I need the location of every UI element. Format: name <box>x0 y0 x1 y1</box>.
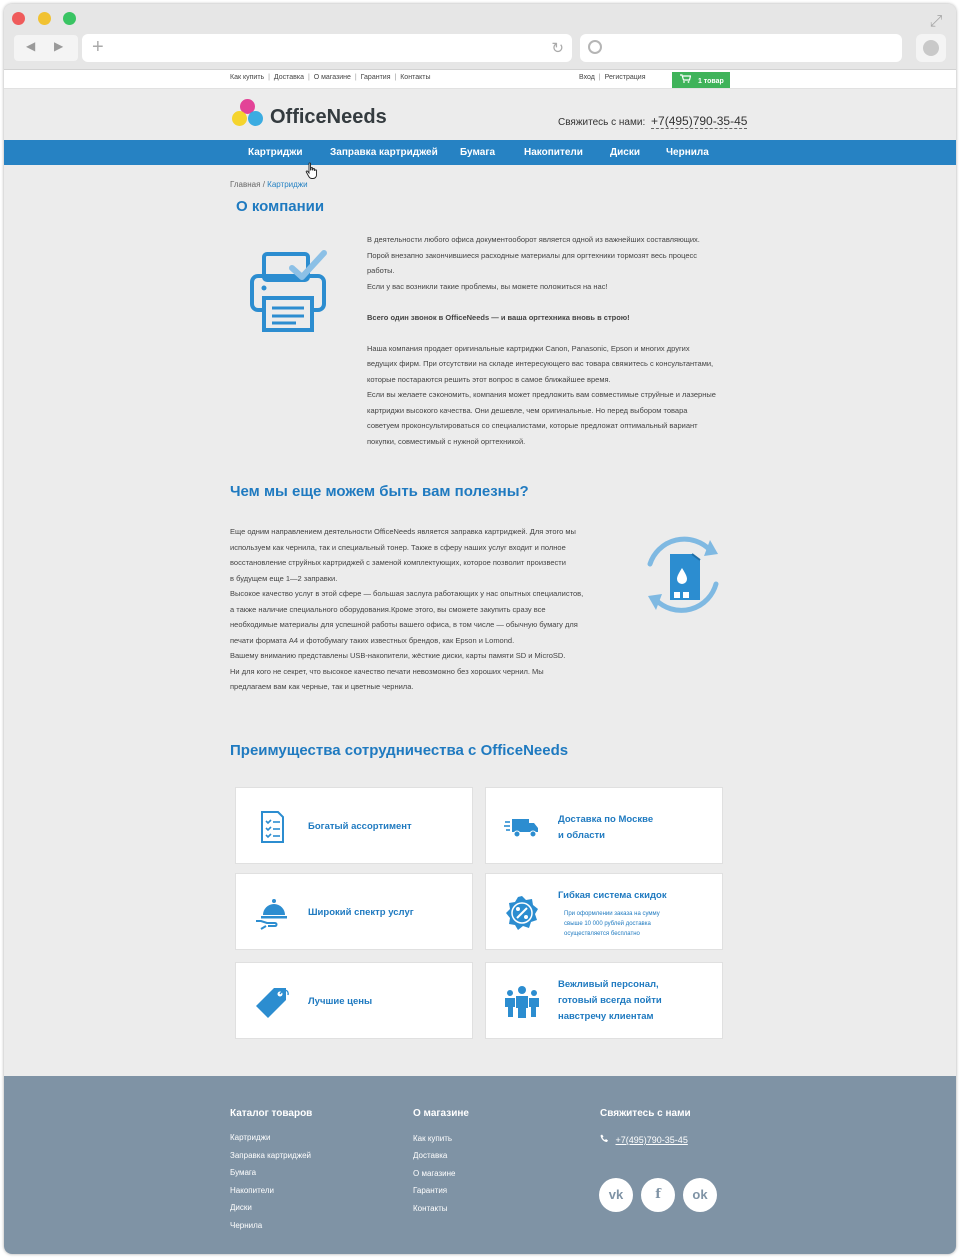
forward-arrow-icon[interactable]: ▶ <box>54 39 64 53</box>
search-icon <box>588 40 602 54</box>
site-logo[interactable] <box>228 97 398 133</box>
header-contact <box>558 114 747 128</box>
services-line: в будущем еще 1—2 заправки. <box>230 573 338 583</box>
top-link-separator: | <box>268 74 270 81</box>
browser-chrome <box>4 4 956 70</box>
advantage-card <box>235 873 473 950</box>
footer-catalog-link[interactable]: Диски <box>230 1203 252 1212</box>
service-cloche-icon <box>254 895 290 931</box>
logo-cyan-circle <box>248 111 263 126</box>
services-line: восстановление струйных картриджей с заменой комплектующих, которое позволит произвести <box>230 558 566 567</box>
footer-catalog-link[interactable]: Бумага <box>230 1168 257 1177</box>
services-line: Еще одним направлением деятельности OfficeNeeds является заправка картриджей. Для этого мы <box>230 527 576 536</box>
advantage-title: Широкий спектр услуг <box>308 907 414 918</box>
advantage-title: Лучшие цены <box>308 996 373 1007</box>
top-link-delivery[interactable]: Доставка <box>273 74 304 81</box>
top-bar <box>4 70 956 89</box>
minimize-window-button[interactable] <box>38 12 51 25</box>
about-paragraph: Наша компания продает оригинальные картриджи Canon, Panasonic, Epson и многих других <box>367 343 690 353</box>
profile-button[interactable] <box>916 34 946 62</box>
about-text <box>367 232 747 449</box>
facebook-icon[interactable]: f <box>641 1178 675 1212</box>
cart-count-label: 1 товар <box>697 78 724 85</box>
advantages-title: Преимущества сотрудничества с OfficeNeeds <box>230 742 569 759</box>
footer-phone-link[interactable]: +7(495)790-35-45 <box>615 1135 688 1145</box>
footer-shop-link[interactable]: Гарантия <box>413 1186 448 1195</box>
top-link-contacts[interactable]: Контакты <box>400 74 431 81</box>
site-footer <box>4 1076 956 1254</box>
about-paragraph: Порой внезапно закончившиеся расходные материалы для оргтехники тормозят весь процесс <box>367 250 698 260</box>
advantage-card <box>235 787 473 864</box>
services-line: Вашему вниманию представлены USB-накопители, жёсткие диски, карты памяти SD и MicroSD. <box>230 651 566 660</box>
cartridge-refill-icon <box>632 534 734 616</box>
services-title: Чем мы еще можем быть вам полезны? <box>230 483 529 500</box>
advantage-title: Богатый ассортимент <box>308 821 412 832</box>
top-links <box>230 74 430 81</box>
odnoklassniki-icon[interactable]: ok <box>683 1178 717 1212</box>
about-paragraph: ведущих фирм. При отсутствии на складе интересующего вас товара свяжитесь с консультантами, <box>367 359 714 368</box>
services-line: Ни для кого не секрет, что высокое качество печати невозможно без хороших чернил. Мы <box>230 666 544 676</box>
contact-label: Свяжитесь с нами: <box>558 117 646 128</box>
close-window-button[interactable] <box>12 12 25 25</box>
nav-item-storage[interactable]: Накопители <box>524 147 583 158</box>
delivery-truck-icon <box>504 809 540 845</box>
about-paragraph: советуем проконсультироваться со специалистами, которые предложат оптимальный вариант <box>367 421 698 430</box>
top-link-about[interactable]: О магазине <box>313 74 351 81</box>
footer-shop-link[interactable]: Как купить <box>413 1134 453 1143</box>
phone-icon <box>600 1135 612 1145</box>
services-line: необходимые материалы для успешной работы вашего офиса, в том числе — обычную бумагу для <box>230 620 578 629</box>
advantage-note: свыше 10 000 рублей доставка <box>564 921 651 927</box>
logo-yellow-circle <box>232 111 247 126</box>
advantage-title: Гибкая система скидок <box>558 890 667 901</box>
advantage-title: Вежливый персонал, <box>558 979 659 990</box>
services-line: предлагаем вам как черные, так и цветные чернила. <box>230 682 414 691</box>
main-nav <box>4 140 956 165</box>
services-text <box>230 524 610 695</box>
footer-shop-link[interactable]: Контакты <box>413 1204 448 1213</box>
team-icon <box>504 984 540 1020</box>
fullscreen-icon[interactable]: ⤢ <box>929 13 943 30</box>
auth-links <box>579 74 646 81</box>
about-paragraph: Если вы желаете сэкономить, компания может предложить вам совместимые струйные и лазерные <box>367 390 716 399</box>
nav-item-disks[interactable]: Диски <box>610 147 640 158</box>
services-line: а также наличие специального оборудования.Кроме этого, вы сможете закупить сразу все <box>230 604 546 614</box>
page-title: О компании <box>236 198 325 215</box>
checklist-icon <box>254 809 290 845</box>
services-line: Высокое качество услуг в этой сфере — большая заслуга работающих у нас опытных специалистов, <box>230 589 584 598</box>
advantage-note: При оформлении заказа на сумму <box>564 911 660 917</box>
cart-button[interactable] <box>672 72 730 88</box>
footer-catalog-title: Каталог товаров <box>230 1108 313 1119</box>
advantage-card <box>485 787 723 864</box>
footer-catalog-link[interactable]: Накопители <box>230 1186 274 1195</box>
discount-badge-icon <box>504 895 540 931</box>
top-link-separator: | <box>307 74 310 81</box>
advantage-card <box>485 873 723 950</box>
address-bar[interactable] <box>82 34 572 62</box>
footer-shop-link[interactable]: Доставка <box>413 1151 448 1160</box>
back-arrow-icon[interactable]: ◀ <box>26 39 36 53</box>
services-line: используем как чернила, так и специальный тонер. Также в сферу наших услуг входит и полное <box>230 542 566 552</box>
about-paragraph: покупки, совместимый с нужной оргтехникой. <box>367 436 526 446</box>
nav-item-cartridges[interactable]: Картриджи <box>248 147 303 158</box>
about-paragraph: работы. <box>367 266 395 275</box>
breadcrumb-home[interactable]: Главная <box>230 180 261 189</box>
advantage-title: и области <box>558 830 606 841</box>
services-line: печати формата А4 и фотобумагу таких известных брендов, как Epson и Lomond. <box>230 635 515 645</box>
about-paragraph: которые постараются решить этот вопрос в самое ближайшее время. <box>367 374 611 384</box>
vk-icon[interactable]: vk <box>599 1178 633 1212</box>
cart-icon <box>680 72 691 88</box>
footer-catalog-link[interactable]: Заправка картриджей <box>230 1151 312 1160</box>
breadcrumb <box>230 180 308 189</box>
register-link[interactable]: Регистрация <box>604 74 646 81</box>
browser-window <box>4 4 956 1254</box>
history-buttons <box>14 35 78 61</box>
advantage-card <box>485 962 723 1039</box>
login-link[interactable]: Вход <box>579 74 595 81</box>
zoom-window-button[interactable] <box>63 12 76 25</box>
footer-contact-title: Свяжитесь с нами <box>600 1108 691 1119</box>
footer-catalog-link[interactable]: Картриджи <box>230 1133 271 1142</box>
nav-item-refill[interactable]: Заправка картриджей <box>330 147 438 158</box>
nav-item-paper[interactable]: Бумага <box>460 147 496 158</box>
footer-phone <box>600 1134 688 1145</box>
nav-item-ink[interactable]: Чернила <box>666 147 709 158</box>
advantage-title: готовый всегда пойти <box>558 995 662 1006</box>
price-tag-icon <box>254 984 290 1020</box>
browser-search-input[interactable] <box>580 34 902 62</box>
logo-text: OfficeNeeds <box>270 106 387 128</box>
footer-shop-title: О магазине <box>413 1108 469 1119</box>
about-paragraph: Если у вас возникли такие проблемы, вы можете положиться на нас! <box>367 281 608 291</box>
profile-icon <box>923 40 939 56</box>
about-highlight: Всего один звонок в OfficeNeeds — и ваша оргтехника вновь в строю! <box>367 312 630 322</box>
advantage-title: навстречу клиентам <box>558 1011 654 1022</box>
printer-icon <box>246 246 332 336</box>
breadcrumb-separator: / <box>262 180 265 189</box>
footer-catalog-link[interactable]: Чернила <box>230 1221 263 1230</box>
about-paragraph: В деятельности любого офиса документооборот является одной из важнейших составляющих. <box>367 235 700 244</box>
top-link-how-to-buy[interactable]: Как купить <box>230 74 265 81</box>
header-phone-link[interactable]: +7(495)790-35-45 <box>651 114 748 128</box>
advantage-note: осуществляется бесплатно <box>564 931 640 937</box>
top-link-warranty[interactable]: Гарантия <box>360 74 391 81</box>
new-tab-icon[interactable]: + <box>92 36 104 58</box>
top-link-separator: | <box>394 74 397 81</box>
top-link-separator: | <box>354 74 357 81</box>
advantage-card <box>235 962 473 1039</box>
reload-icon[interactable]: ↻ <box>551 40 564 57</box>
about-paragraph: картриджи высокого качества. Они дешевле, чем оригинальные. Но перед выбором товара <box>367 405 688 415</box>
website <box>4 70 956 1254</box>
breadcrumb-current[interactable]: Картриджи <box>267 180 308 189</box>
auth-separator: | <box>598 74 601 81</box>
advantage-title: Доставка по Москве <box>558 814 654 825</box>
footer-shop-link[interactable]: О магазине <box>413 1169 456 1178</box>
